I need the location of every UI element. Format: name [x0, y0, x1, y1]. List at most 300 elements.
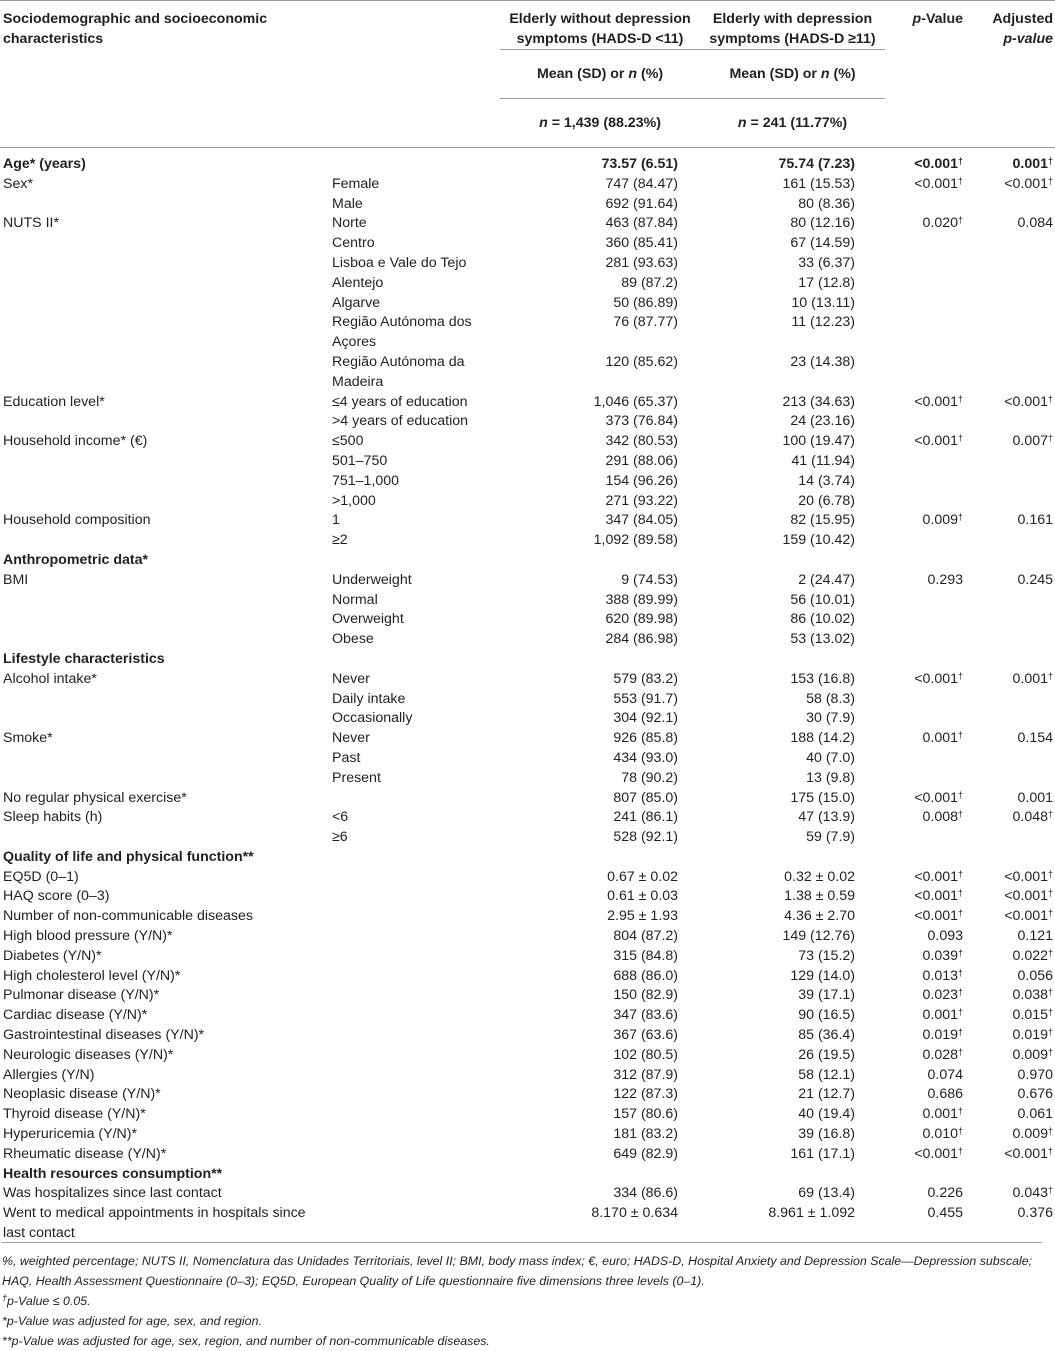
cell-p-value — [885, 313, 965, 333]
row-category — [0, 610, 330, 630]
cell-p-value — [885, 591, 965, 611]
cell-with-depression — [700, 1224, 885, 1244]
table-row — [0, 254, 1055, 274]
cell-without-depression — [500, 1224, 700, 1244]
cell-p-value: <0.001† — [914, 908, 964, 925]
table-row — [0, 591, 1055, 611]
table-row — [0, 1224, 1055, 1244]
row-category: Lifestyle characteristics — [3, 650, 165, 667]
row-category — [0, 531, 330, 551]
row-category: Health resources consumption** — [3, 1165, 223, 1182]
dagger-mark: † — [1048, 175, 1054, 186]
cell-with-depression: 0.32 ± 0.02 — [784, 868, 856, 885]
cell-p-value: 0.686 — [927, 1086, 964, 1103]
cell-p-value — [885, 254, 965, 274]
row-category: Anthropometric data* — [3, 551, 149, 568]
row-category: EQ5D (0–1) — [3, 868, 79, 885]
table-row — [0, 749, 1055, 769]
row-category — [0, 313, 330, 333]
cell-adjusted-p-value — [965, 472, 1055, 492]
table-row — [0, 610, 1055, 630]
row-category: Went to medical appointments in hospitals since — [3, 1205, 306, 1222]
row-category — [0, 472, 330, 492]
footnote-double-star: **p-Value was adjusted for age, sex, region, and number of non-communicable diseases. — [2, 1334, 490, 1348]
cell-adjusted-p-value: 0.121 — [1017, 928, 1054, 945]
row-subcategory: ≤4 years of education — [332, 393, 468, 410]
cell-adjusted-p-value — [965, 333, 1055, 353]
table-row — [0, 709, 1055, 729]
row-category: Neurologic diseases (Y/N)* — [3, 1046, 174, 1063]
cell-with-depression: 8.961 ± 1.092 — [768, 1205, 856, 1222]
table-row — [0, 333, 1055, 353]
cell-p-value: 0.001† — [922, 730, 964, 747]
table-row — [0, 1046, 1055, 1066]
row-category: Quality of life and physical function** — [3, 848, 254, 865]
header-adjusted-p-value: Adjusted p-value — [992, 11, 1054, 47]
cell-p-value — [885, 630, 965, 650]
cell-with-depression: 40 (7.0) — [806, 749, 856, 766]
cell-without-depression: 747 (84.47) — [605, 175, 679, 192]
row-category: BMI — [3, 571, 29, 588]
cell-without-depression: 78 (90.2) — [621, 769, 679, 786]
cell-without-depression: 281 (93.63) — [605, 254, 679, 271]
cell-p-value — [885, 551, 965, 571]
row-category — [0, 412, 330, 432]
cell-with-depression — [700, 333, 885, 353]
cell-p-value — [885, 452, 965, 472]
table-row — [0, 1204, 1055, 1224]
row-subcategory: Male — [332, 195, 363, 212]
cell-without-depression: 579 (83.2) — [613, 670, 679, 687]
cell-adjusted-p-value — [965, 650, 1055, 670]
row-subcategory: Madeira — [332, 373, 384, 390]
dagger-mark: † — [1048, 1046, 1054, 1057]
row-subcategory: Never — [332, 730, 370, 747]
cell-without-depression: 157 (80.6) — [613, 1106, 679, 1123]
cell-p-value: 0.093 — [927, 928, 964, 945]
cell-p-value: <0.001† — [914, 175, 964, 192]
dagger-mark: † — [958, 908, 964, 919]
cell-adjusted-p-value: 0.001† — [1012, 670, 1054, 687]
cell-p-value — [885, 1224, 965, 1244]
dagger-mark: † — [1048, 1027, 1054, 1038]
row-category: last contact — [3, 1225, 75, 1242]
row-category: Alcohol intake* — [3, 670, 97, 687]
cell-with-depression: 175 (15.0) — [790, 789, 856, 806]
row-subcategory: ≤500 — [332, 433, 364, 450]
dagger-mark: † — [1048, 1126, 1054, 1137]
row-category — [0, 294, 330, 314]
table-row — [0, 1006, 1055, 1026]
cell-with-depression: 21 (12.7) — [798, 1086, 856, 1103]
cell-adjusted-p-value: 0.015† — [1012, 1007, 1054, 1024]
dagger-mark: † — [958, 433, 964, 444]
cell-p-value — [885, 234, 965, 254]
row-subcategory: Never — [332, 670, 370, 687]
cell-p-value: 0.023† — [922, 987, 964, 1004]
row-category: Was hospitalizes since last contact — [3, 1185, 222, 1202]
row-subcategory: ≥6 — [332, 829, 348, 846]
cell-adjusted-p-value: <0.001† — [1004, 1145, 1054, 1162]
row-subcategory: 501–750 — [332, 452, 388, 469]
cell-with-depression: 73 (15.2) — [798, 947, 856, 964]
dagger-mark: † — [958, 809, 964, 820]
cell-with-depression: 41 (11.94) — [791, 452, 856, 469]
cell-adjusted-p-value: 0.161 — [1017, 512, 1054, 529]
cell-adjusted-p-value — [965, 1224, 1055, 1244]
header-without-depression: Elderly without depression symptoms (HADS-D <11) — [509, 11, 691, 47]
table-row — [0, 967, 1055, 987]
cell-adjusted-p-value: 0.007† — [1012, 433, 1054, 450]
cell-with-depression: 161 (17.1) — [790, 1145, 856, 1162]
table-row — [0, 492, 1055, 512]
table-row — [0, 313, 1055, 333]
cell-without-depression: 434 (93.0) — [613, 749, 679, 766]
cell-without-depression: 154 (96.26) — [605, 472, 679, 489]
cell-adjusted-p-value: <0.001† — [1004, 908, 1054, 925]
cell-adjusted-p-value: 0.001† — [1012, 156, 1054, 172]
dagger-mark: † — [958, 868, 964, 879]
row-category: Age* (years) — [3, 156, 86, 172]
dagger-mark: † — [958, 947, 964, 958]
table-row — [0, 373, 1055, 393]
cell-adjusted-p-value: 0.022† — [1012, 947, 1054, 964]
row-category: Household income* (€) — [3, 433, 148, 450]
table-row — [0, 1026, 1055, 1046]
cell-with-depression: 11 (12.23) — [791, 314, 856, 331]
row-subcategory: Açores — [332, 334, 377, 351]
cell-adjusted-p-value — [965, 452, 1055, 472]
cell-with-depression — [700, 551, 885, 571]
cell-p-value — [885, 195, 965, 215]
cell-adjusted-p-value: 0.038† — [1012, 987, 1054, 1004]
row-category: Neoplasic disease (Y/N)* — [3, 1086, 161, 1103]
table-row — [0, 1085, 1055, 1105]
cell-p-value — [885, 848, 965, 868]
cell-adjusted-p-value: 0.009† — [1012, 1126, 1054, 1143]
row-subcategory: Normal — [332, 591, 378, 608]
cell-adjusted-p-value: 0.048† — [1012, 809, 1054, 826]
cell-with-depression: 1.38 ± 0.59 — [784, 888, 856, 905]
row-category: NUTS II* — [3, 215, 59, 232]
cell-without-depression: 1,092 (89.58) — [593, 532, 679, 549]
cell-p-value: 0.019† — [922, 1027, 964, 1044]
row-subcategory: >4 years of education — [332, 413, 469, 430]
row-subcategory: Female — [332, 175, 380, 192]
row-category: Rheumatic disease (Y/N)* — [3, 1145, 167, 1162]
dagger-mark: † — [1048, 947, 1054, 958]
cell-without-depression: 122 (87.3) — [613, 1086, 679, 1103]
cell-adjusted-p-value — [965, 531, 1055, 551]
row-category: High cholesterol level (Y/N)* — [3, 967, 181, 984]
cell-with-depression: 159 (10.42) — [782, 532, 856, 549]
row-subcategory: Present — [332, 769, 381, 786]
cell-with-depression: 17 (12.8) — [798, 274, 856, 291]
cell-without-depression: 692 (91.64) — [605, 195, 679, 212]
cell-adjusted-p-value — [965, 551, 1055, 571]
row-category — [0, 234, 330, 254]
cell-without-depression: 102 (80.5) — [613, 1046, 679, 1063]
row-category — [0, 195, 330, 215]
cell-with-depression: 58 (12.1) — [798, 1066, 856, 1083]
cell-with-depression: 24 (23.16) — [790, 413, 856, 430]
row-category: High blood pressure (Y/N)* — [3, 928, 173, 945]
cell-without-depression: 150 (82.9) — [613, 987, 679, 1004]
cell-without-depression: 347 (83.6) — [613, 1007, 679, 1024]
cell-p-value — [885, 412, 965, 432]
cell-p-value: 0.010† — [922, 1126, 964, 1143]
cell-with-depression: 14 (3.74) — [798, 472, 856, 489]
table-row — [0, 274, 1055, 294]
cell-adjusted-p-value: 0.043† — [1012, 1185, 1054, 1202]
cell-p-value — [885, 472, 965, 492]
cell-without-depression — [500, 551, 700, 571]
cell-without-depression: 360 (85.41) — [605, 235, 679, 252]
row-category — [0, 769, 330, 789]
cell-with-depression: 75.74 (7.23) — [778, 156, 856, 172]
row-subcategory: 1 — [332, 512, 340, 529]
row-category: Number of non-communicable diseases — [3, 908, 253, 925]
dagger-mark: † — [958, 512, 964, 523]
cell-adjusted-p-value — [965, 195, 1055, 215]
table-row — [0, 1145, 1055, 1165]
cell-adjusted-p-value — [965, 274, 1055, 294]
dagger-mark: † — [958, 215, 964, 226]
cell-with-depression: 80 (12.16) — [790, 215, 856, 232]
cell-without-depression — [500, 1165, 700, 1185]
table-row — [0, 927, 1055, 947]
dagger-mark: † — [958, 730, 964, 741]
cell-adjusted-p-value — [965, 848, 1055, 868]
table-row — [0, 175, 1055, 195]
cell-p-value: <0.001† — [914, 868, 964, 885]
cell-without-depression: 388 (89.99) — [605, 591, 679, 608]
cell-adjusted-p-value: 0.001 — [1017, 789, 1054, 806]
cell-with-depression: 85 (36.4) — [798, 1027, 856, 1044]
row-category — [0, 630, 330, 650]
cell-p-value: 0.020† — [922, 215, 964, 232]
cell-adjusted-p-value — [965, 234, 1055, 254]
cell-with-depression: 33 (6.37) — [798, 254, 856, 271]
cell-adjusted-p-value — [965, 353, 1055, 373]
cell-p-value: <0.001† — [914, 393, 964, 410]
row-category: Household composition — [3, 512, 151, 529]
table-row — [0, 690, 1055, 710]
table-footnotes — [2, 1242, 1042, 1351]
cell-with-depression: 4.36 ± 2.70 — [784, 908, 856, 925]
dagger-mark: † — [958, 175, 964, 186]
cell-p-value: 0.008† — [922, 809, 964, 826]
table-row — [0, 472, 1055, 492]
cell-p-value — [885, 650, 965, 670]
row-subcategory: Alentejo — [332, 274, 384, 291]
cell-adjusted-p-value: <0.001† — [1004, 393, 1054, 410]
row-subcategory: Norte — [332, 215, 367, 232]
table-row — [0, 887, 1055, 907]
table-row — [0, 947, 1055, 967]
dagger-mark: † — [1048, 156, 1054, 166]
cell-without-depression: 649 (82.9) — [613, 1145, 679, 1162]
cell-with-depression: 26 (19.5) — [798, 1046, 856, 1063]
row-category — [0, 749, 330, 769]
cell-without-depression: 241 (86.1) — [613, 809, 679, 826]
cell-without-depression: 620 (89.98) — [605, 611, 679, 628]
footnote-dagger: †p-Value ≤ 0.05. — [2, 1293, 91, 1308]
cell-with-depression: 13 (9.8) — [806, 769, 856, 786]
cell-without-depression: 373 (76.84) — [605, 413, 679, 430]
table-row — [0, 848, 1055, 868]
cell-without-depression: 334 (86.6) — [613, 1185, 679, 1202]
cell-without-depression — [500, 650, 700, 670]
table-row — [0, 1165, 1055, 1185]
row-category — [0, 709, 330, 729]
table-row — [0, 789, 1055, 809]
header-n-with: n = 241 (11.77%) — [700, 99, 885, 148]
row-subcategory: Lisboa e Vale do Tejo — [332, 254, 467, 271]
cell-adjusted-p-value: 0.154 — [1017, 730, 1054, 747]
row-category: Thyroid disease (Y/N)* — [3, 1106, 146, 1123]
cell-p-value: 0.013† — [922, 967, 964, 984]
row-subcategory: Obese — [332, 631, 374, 648]
cell-p-value — [885, 1165, 965, 1185]
dagger-mark: † — [958, 156, 964, 166]
cell-adjusted-p-value — [965, 412, 1055, 432]
cell-p-value — [885, 333, 965, 353]
cell-adjusted-p-value — [965, 749, 1055, 769]
dagger-mark: † — [958, 393, 964, 404]
table-row — [0, 432, 1055, 452]
row-subcategory: Região Autónoma da — [332, 353, 465, 370]
cell-without-depression: 73.57 (6.51) — [601, 156, 679, 172]
row-subcategory: Occasionally — [332, 710, 413, 727]
cell-with-depression: 30 (7.9) — [806, 710, 856, 727]
cell-with-depression — [700, 1165, 885, 1185]
cell-p-value: 0.074 — [927, 1066, 964, 1083]
footnote-abbreviations: %, weighted percentage; NUTS II, Nomenclatura das Unidades Territoriais, level II; BMI, body mass index; €, euro; HADS-D, Hospital Anxiety and Depression Scale—Depression subscale; HAQ, Health Assessment Questionnaire (0–3); EQ5D, European Quality of Life questionnaire five dimensions three levels (0–1). — [2, 1254, 1033, 1288]
cell-without-depression: 0.61 ± 0.03 — [607, 888, 679, 905]
header-mean-sd-2: Mean (SD) or n (%) — [700, 50, 885, 99]
cell-with-depression: 58 (8.3) — [806, 690, 856, 707]
dagger-mark: † — [1048, 1145, 1054, 1156]
dagger-mark: † — [958, 1106, 964, 1117]
dagger-mark: † — [1048, 433, 1054, 444]
cell-without-depression: 528 (92.1) — [613, 829, 679, 846]
cell-with-depression: 39 (16.8) — [798, 1126, 856, 1143]
cell-adjusted-p-value — [965, 492, 1055, 512]
row-subcategory: Underweight — [332, 571, 412, 588]
cell-adjusted-p-value — [965, 313, 1055, 333]
table-row — [0, 1184, 1055, 1204]
cell-p-value — [885, 531, 965, 551]
row-subcategory: Overweight — [332, 611, 404, 628]
cell-adjusted-p-value: <0.001† — [1004, 175, 1054, 192]
cell-without-depression: 463 (87.84) — [605, 215, 679, 232]
cell-with-depression: 47 (13.9) — [798, 809, 856, 826]
cell-p-value — [885, 769, 965, 789]
cell-without-depression: 807 (85.0) — [613, 789, 679, 806]
table-top-rule — [0, 0, 1055, 1]
row-category: HAQ score (0–3) — [3, 888, 110, 905]
cell-p-value — [885, 492, 965, 512]
row-category — [0, 333, 330, 353]
cell-p-value: 0.455 — [927, 1205, 964, 1222]
cell-adjusted-p-value — [965, 709, 1055, 729]
cell-p-value: <0.001† — [914, 670, 964, 687]
cell-with-depression: 213 (34.63) — [782, 393, 856, 410]
cell-adjusted-p-value: 0.084 — [1017, 215, 1054, 232]
cell-without-depression: 8.170 ± 0.634 — [591, 1205, 679, 1222]
cell-without-depression: 315 (84.8) — [613, 947, 679, 964]
cell-with-depression: 69 (13.4) — [798, 1185, 856, 1202]
cell-p-value: <0.001† — [914, 156, 964, 172]
cell-p-value — [885, 353, 965, 373]
header-characteristics: Sociodemographic and socioeconomic characteristics — [3, 11, 268, 47]
cell-with-depression — [700, 848, 885, 868]
cell-with-depression: 56 (10.01) — [790, 591, 856, 608]
cell-with-depression: 161 (15.53) — [782, 175, 856, 192]
cell-without-depression: 1,046 (65.37) — [593, 393, 679, 410]
table-row — [0, 650, 1055, 670]
cell-without-depression — [500, 373, 700, 393]
cell-adjusted-p-value: 0.061 — [1017, 1106, 1054, 1123]
cell-without-depression: 2.95 ± 1.93 — [607, 908, 679, 925]
table-row — [0, 551, 1055, 571]
table-row — [0, 670, 1055, 690]
cell-adjusted-p-value — [965, 610, 1055, 630]
cell-p-value — [885, 373, 965, 393]
cell-adjusted-p-value: 0.970 — [1017, 1066, 1054, 1083]
table-row — [0, 393, 1055, 413]
header-mean-sd-1: Mean (SD) or n (%) — [500, 50, 700, 99]
cell-adjusted-p-value — [965, 294, 1055, 314]
cell-p-value: 0.001† — [922, 1007, 964, 1024]
cell-with-depression — [700, 373, 885, 393]
dagger-mark: † — [1048, 1007, 1054, 1018]
dagger-mark: † — [958, 1126, 964, 1137]
cell-p-value: 0.226 — [927, 1185, 964, 1202]
table-row — [0, 571, 1055, 591]
cell-with-depression: 10 (13.11) — [791, 294, 856, 311]
cell-with-depression: 149 (12.76) — [782, 928, 856, 945]
cell-without-depression: 76 (87.77) — [613, 314, 679, 331]
table-row — [0, 294, 1055, 314]
dagger-mark: † — [958, 987, 964, 998]
table-row — [0, 1105, 1055, 1125]
cell-without-depression: 181 (83.2) — [613, 1126, 679, 1143]
cell-p-value — [885, 690, 965, 710]
row-subcategory: >1,000 — [332, 492, 376, 509]
cell-adjusted-p-value — [965, 630, 1055, 650]
table-row — [0, 234, 1055, 254]
row-category — [0, 274, 330, 294]
cell-without-depression: 688 (86.0) — [613, 967, 679, 984]
cell-adjusted-p-value: 0.376 — [1017, 1205, 1054, 1222]
dagger-mark: † — [1048, 987, 1054, 998]
cell-without-depression: 271 (93.22) — [605, 492, 679, 509]
cell-without-depression — [500, 848, 700, 868]
row-category — [0, 591, 330, 611]
header-with-depression: Elderly with depression symptoms (HADS-D ≥11) — [709, 11, 876, 47]
row-category: Allergies (Y/N) — [3, 1066, 95, 1083]
table-row — [0, 412, 1055, 432]
cell-without-depression: 304 (92.1) — [613, 710, 679, 727]
cell-without-depression — [500, 333, 700, 353]
cell-without-depression: 89 (87.2) — [621, 274, 679, 291]
dagger-mark: † — [1048, 393, 1054, 404]
cell-without-depression: 50 (86.89) — [613, 294, 679, 311]
row-category — [0, 254, 330, 274]
cell-p-value — [885, 274, 965, 294]
